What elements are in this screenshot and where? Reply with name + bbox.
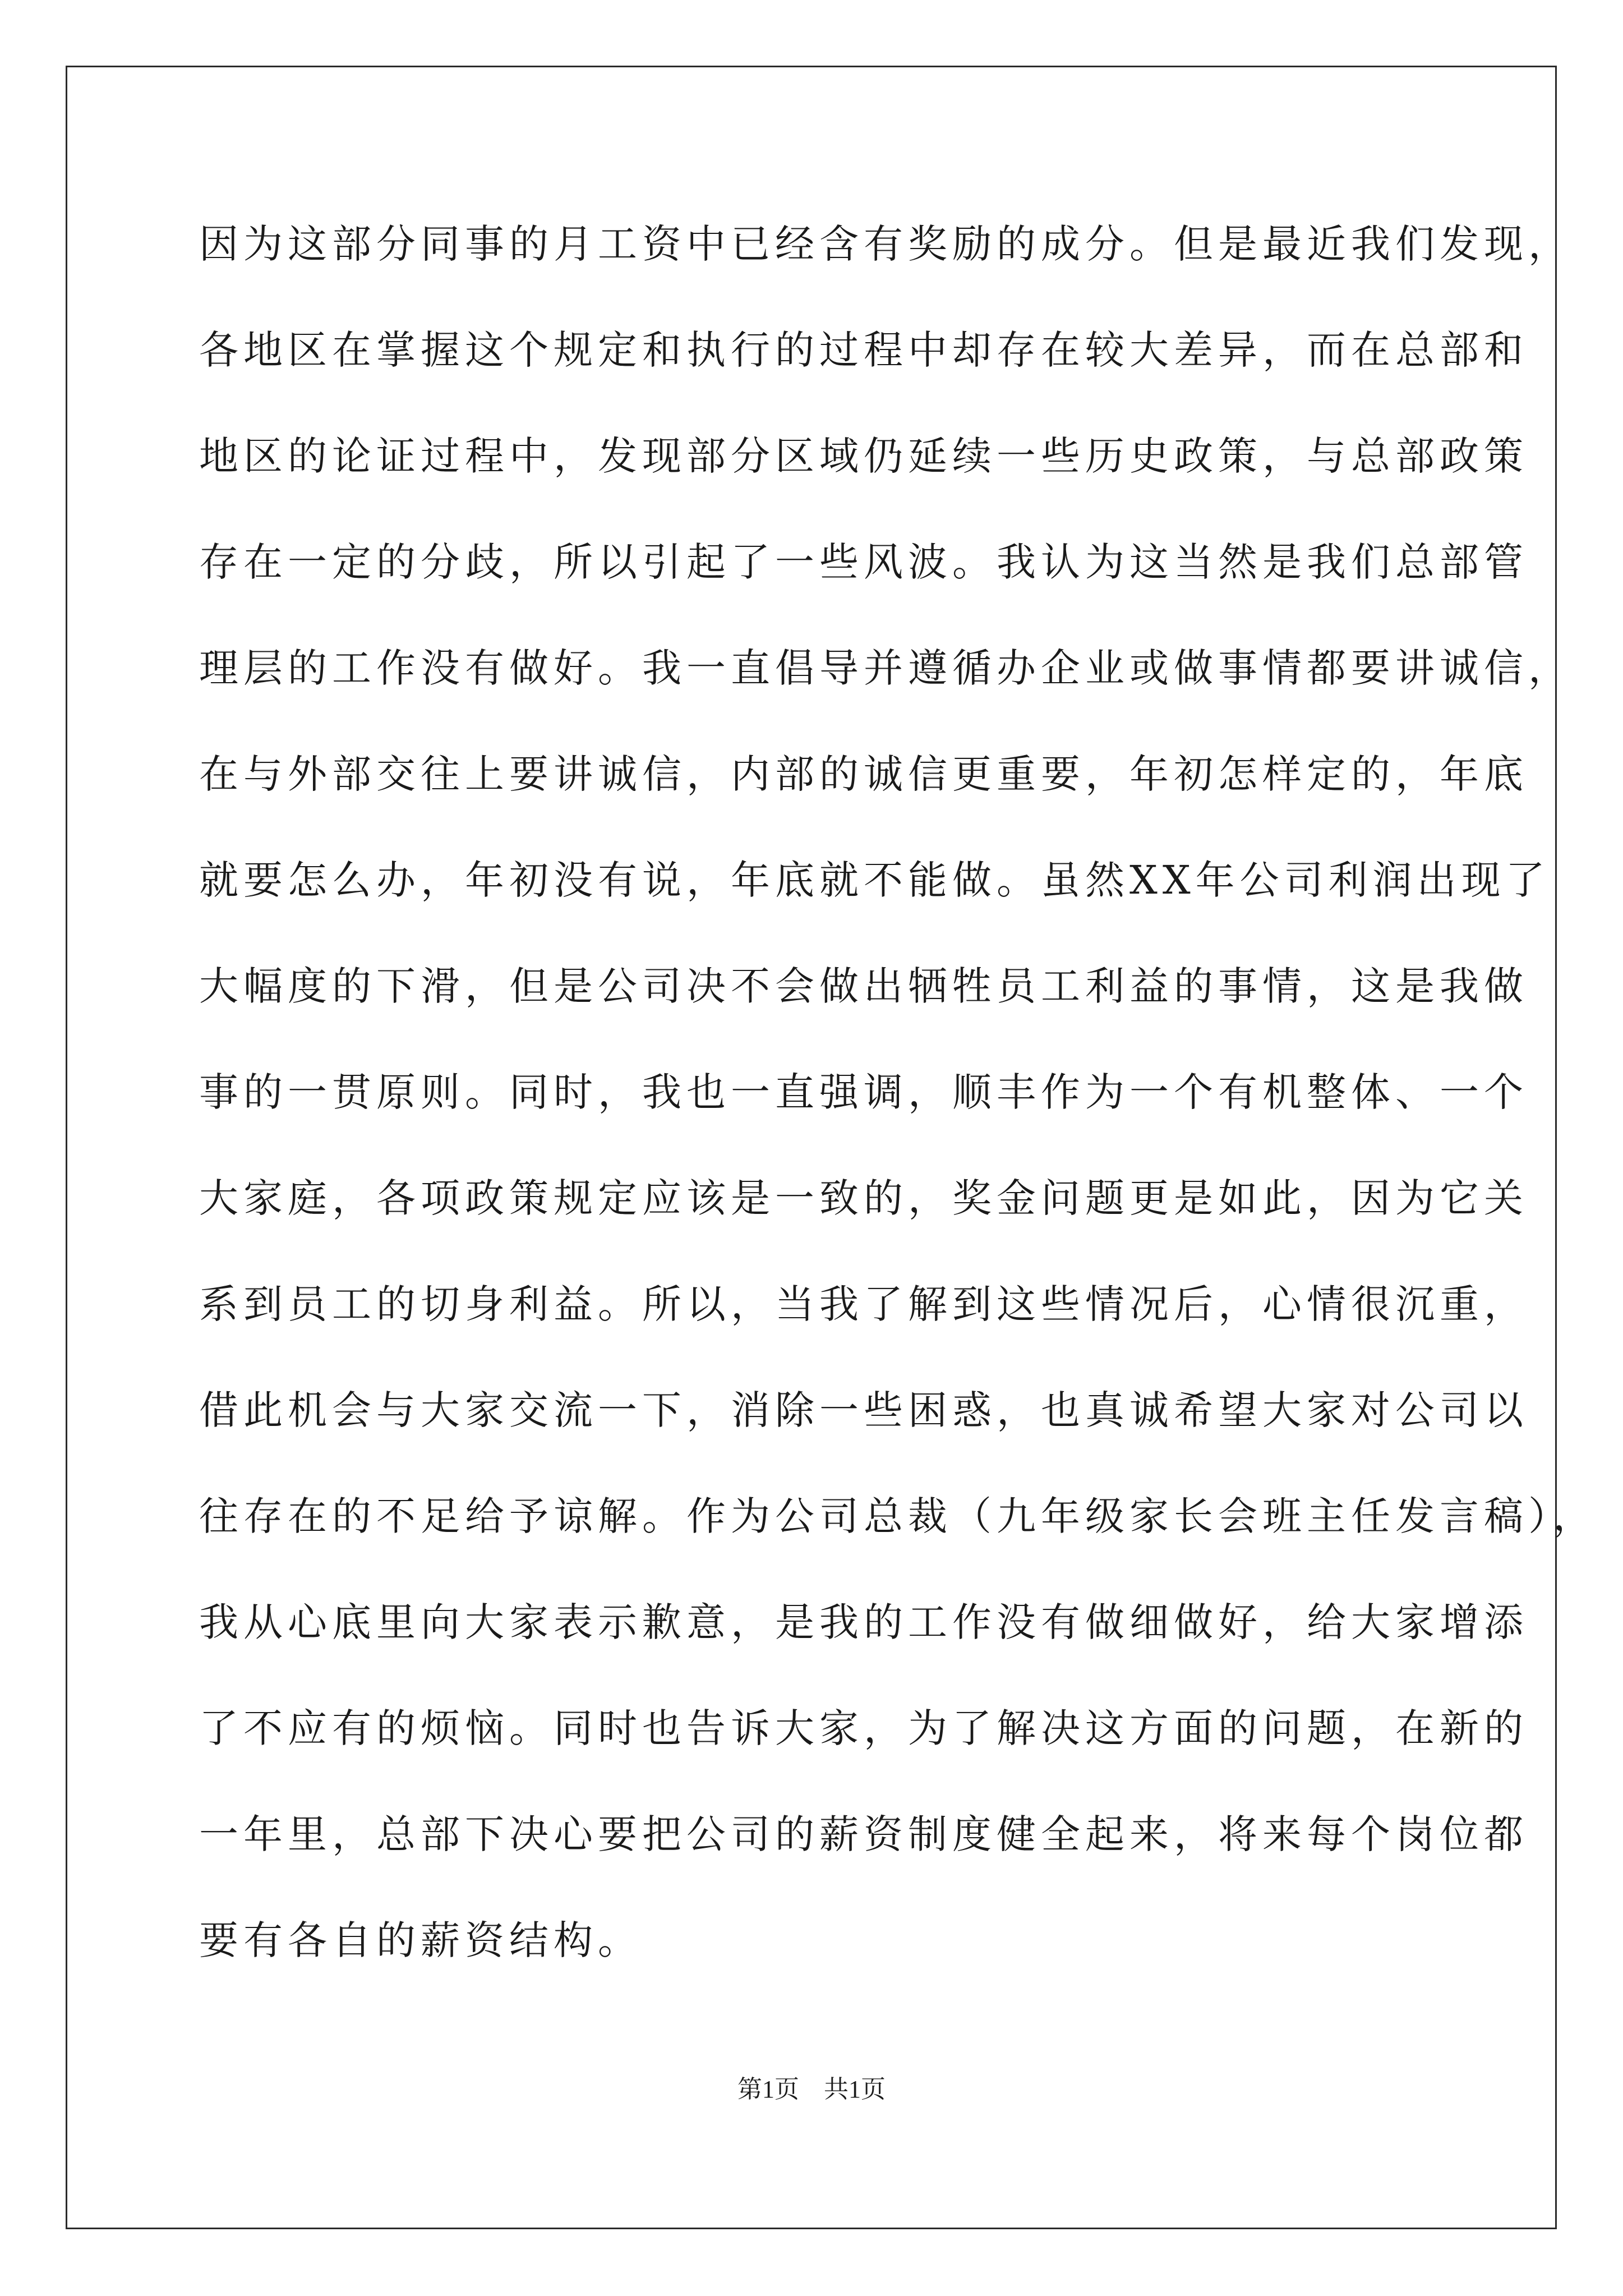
text-line: 大家庭，各项政策规定应该是一致的，奖金问题更是如此，因为它关 — [199, 1175, 1528, 1221]
text-line: 地区的论证过程中，发现部分区域仍延续一些历史政策，与总部政策 — [199, 433, 1528, 479]
text-line: 系到员工的切身利益。所以，当我了解到这些情况后，心情很沉重， — [199, 1281, 1528, 1327]
text-line: 各地区在掌握这个规定和执行的过程中却存在较大差异，而在总部和 — [199, 327, 1528, 373]
page-number: 第1页 共1页 — [737, 2076, 886, 2103]
text-line: 借此机会与大家交流一下，消除一些困惑，也真诚希望大家对公司以 — [199, 1387, 1528, 1433]
text-line: 因为这部分同事的月工资中已经含有奖励的成分。但是最近我们发现， — [199, 221, 1573, 267]
text-line: 了不应有的烦恼。同时也告诉大家，为了解决这方面的问题，在新的 — [199, 1705, 1528, 1751]
document-body — [199, 216, 1597, 2018]
text-line: 一年里，总部下决心要把公司的薪资制度健全起来，将来每个岗位都 — [199, 1811, 1528, 1857]
text-line: 就要怎么办，年初没有说，年底就不能做。虽然XX年公司利润出现了 — [199, 857, 1550, 903]
text-line: 我从心底里向大家表示歉意，是我的工作没有做细做好，给大家增添 — [199, 1599, 1528, 1645]
text-line: 存在一定的分歧，所以引起了一些风波。我认为这当然是我们总部管 — [199, 539, 1528, 585]
text-line: 理层的工作没有做好。我一直倡导并遵循办企业或做事情都要讲诚信， — [199, 645, 1573, 691]
text-line: 在与外部交往上要讲诚信，内部的诚信更重要，年初怎样定的，年底 — [199, 751, 1528, 797]
text-line: 事的一贯原则。同时，我也一直强调，顺丰作为一个有机整体、一个 — [199, 1069, 1528, 1115]
text-line: 要有各自的薪资结构。 — [199, 1917, 642, 1963]
text-line: 往存在的不足给予谅解。作为公司总裁（九年级家长会班主任发言稿）， — [199, 1493, 1597, 1539]
text-line: 大幅度的下滑，但是公司决不会做出牺牲员工利益的事情，这是我做 — [199, 963, 1528, 1009]
